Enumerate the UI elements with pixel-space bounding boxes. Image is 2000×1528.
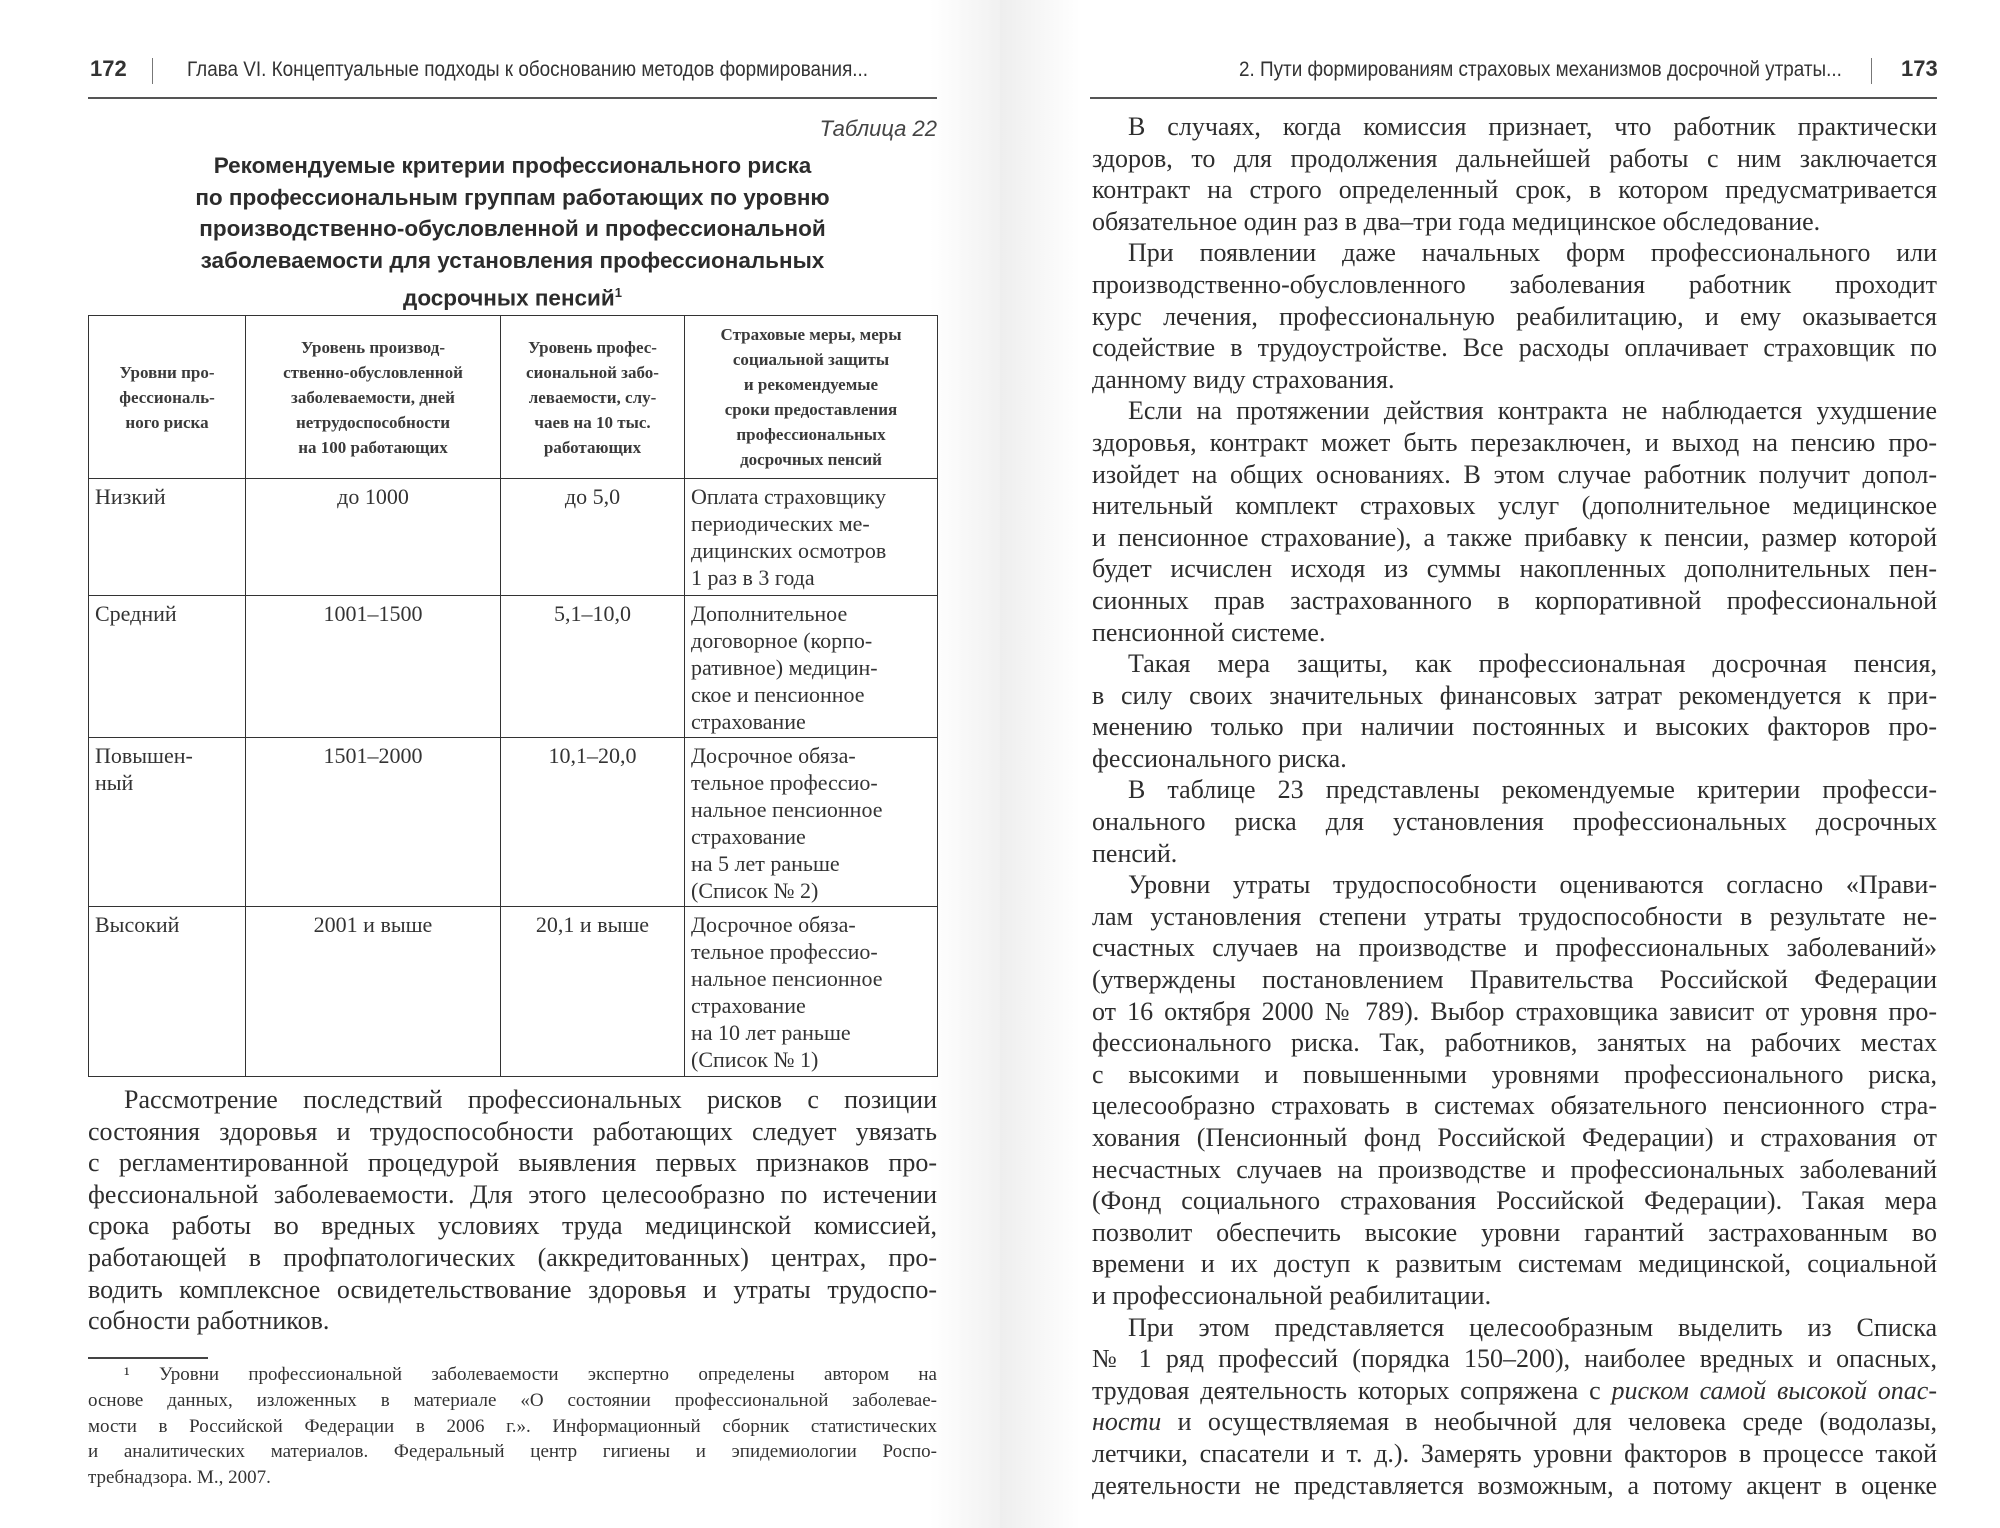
text-line: срока работы во вредных условиях труда медицинской комиссией, (88, 1211, 937, 1241)
text-line: фессиональной заболеваемости. Для этого целесообразно по истечении (88, 1179, 937, 1209)
table-title (88, 150, 937, 314)
paragraph (1092, 395, 1937, 648)
text-line: лам установления степени утраты трудоспособности в результате не- (1092, 901, 1937, 931)
text-line: фессионального риска. (1092, 743, 1347, 773)
footnote-rule (88, 1357, 208, 1359)
text-line: онального риска для установления профессиональных досрочных (1092, 807, 1937, 837)
text-line (1092, 1375, 1937, 1407)
right-page (1000, 0, 2000, 1528)
column-header: Уровни про- фессиональ- ного риска (89, 316, 246, 479)
paragraph (1092, 237, 1937, 395)
cell-disability-days: 1501–2000 (246, 738, 501, 907)
text-line (1092, 1406, 1937, 1438)
header-separator (1871, 58, 1872, 84)
italic-text: риском самой высокой опас- (1611, 1375, 1937, 1405)
cell-cases: 10,1–20,0 (501, 738, 685, 907)
column-header: Уровень профес- сиональной забо- леваемости, слу- чаев на 10 тыс. работающих (501, 316, 685, 479)
text-line: контракт на строго определенный срок, в котором предусматривается (1092, 175, 1937, 205)
text-line: изойдет на общих основаниях. В этом случае работник получит допол- (1092, 459, 1937, 489)
text-line: деятельности не представляется возможным, а потому акцент в оценке (1092, 1470, 1937, 1500)
text-line: производственно-обусловленного заболевания работник проходит (1092, 269, 1937, 299)
text-line: пенсионной системе. (1092, 617, 1326, 647)
text-line: водить комплексное освидетельствование здоровья и утраты трудоспо- (88, 1274, 937, 1304)
text-line: Если на протяжении действия контракта не наблюдается ухудшение (1128, 396, 1937, 426)
text-line: состояния здоровья и трудоспособности работающих следует увязать (88, 1116, 937, 1146)
cell-risk-level: Высокий (89, 907, 246, 1077)
text-line: с регламентированной процедурой выявления первых признаков про- (88, 1148, 937, 1178)
risk-criteria-table (88, 315, 938, 1077)
text-line: (Фонд социального страхования Российской Федерации). Такая мера (1092, 1186, 1937, 1216)
paragraph (1092, 1312, 1937, 1502)
text-line: работающей в профпатологических (аккредитованных) центрах, про- (88, 1242, 937, 1272)
text-line: Такая мера защиты, как профессиональная досрочная пенсия, (1128, 649, 1937, 679)
text-line: пенсий. (1092, 838, 1178, 868)
footnote-mark: 1 (614, 284, 622, 300)
text-line: Рассмотрение последствий профессиональных рисков с позиции (124, 1085, 937, 1114)
text-line: будет исчислен исходя из суммы накопленных дополнительных пен- (1092, 554, 1937, 584)
cell-cases: 20,1 и выше (501, 907, 685, 1077)
text-line: № 1 ряд профессий (порядка 150–200), наиболее вредных и опасных, (1092, 1344, 1937, 1374)
header-rule (1090, 97, 1937, 99)
cell-disability-days: 1001–1500 (246, 596, 501, 738)
paragraph (1092, 869, 1937, 1311)
page-number: 172 (90, 56, 127, 81)
text-line: При этом представляется целесообразным выделить из Списка (1128, 1312, 1937, 1342)
footnote (88, 1362, 937, 1491)
running-head: 2. Пути формированиям страховых механизмов досрочной утраты... (1239, 58, 1842, 81)
text-line: хования (Пенсионный фонд Российской Федерации) и страхования от (1092, 1123, 1937, 1152)
cell-measures: Оплата страховщику периодических ме- дицинских осмотров 1 раз в 3 года (685, 479, 938, 596)
cell-disability-days: 2001 и выше (246, 907, 501, 1077)
text-segment: и осуществляемая в необычной для человека среде (водолазы, (1161, 1407, 1937, 1437)
header-separator (152, 58, 153, 84)
header-rule (88, 97, 937, 99)
cell-cases: 5,1–10,0 (501, 596, 685, 738)
text-line: с высокими и повышенными уровнями профессионального риска, (1092, 1059, 1937, 1089)
text-line: Уровни утраты трудоспособности оцениваются согласно «Прави- (1128, 870, 1937, 900)
italic-text: ности (1092, 1407, 1162, 1437)
text-line: содействие в трудоустройстве. Все расходы оплачивает страховщик по (1092, 333, 1937, 363)
text-line: обязательное один раз в два–три года медицинское обследование. (1092, 206, 1821, 236)
table-row (89, 596, 938, 738)
text-line: мости в Российской Федерации в 2006 г.». Информационный сборник статистических (88, 1415, 937, 1437)
text-line: собности работников. (88, 1306, 330, 1336)
text-line: и пенсионное страхование), а также прибавку к пенсии, размер которой (1092, 522, 1937, 552)
text-segment: трудовая деятельность которых сопряжена с (1092, 1375, 1612, 1405)
body-text (88, 1084, 937, 1337)
text-line: счастных случаев на производстве и профессиональных заболеваний» (1092, 933, 1937, 963)
text-line: ¹ Уровни профессиональной заболеваемости экспертно определены автором на (124, 1364, 937, 1385)
cell-risk-level: Средний (89, 596, 246, 738)
cell-measures: Досрочное обяза- тельное профессио- нальное пенсионное страхование на 5 лет раньше (Список № 2) (685, 738, 938, 907)
paragraph (88, 1362, 937, 1491)
page-number: 173 (1901, 56, 1938, 81)
text-line: от 16 октября 2000 № 789). Выбор страховщика зависит от уровня про- (1092, 996, 1937, 1026)
text-line: В случаях, когда комиссия признает, что работник практически (1128, 112, 1937, 141)
cell-measures: Досрочное обяза- тельное профессио- нальное пенсионное страхование на 10 лет раньше (Список № 1) (685, 907, 938, 1077)
table-header-row (89, 316, 938, 479)
cell-cases: до 5,0 (501, 479, 685, 596)
paragraph (88, 1084, 937, 1337)
text-line: в силу своих значительных финансовых затрат рекомендуется к при- (1092, 680, 1937, 710)
text-line: В таблице 23 представлены рекомендуемые критерии професси- (1128, 775, 1937, 805)
cell-disability-days: до 1000 (246, 479, 501, 596)
table-label: Таблица 22 (819, 116, 937, 141)
cell-risk-level: Низкий (89, 479, 246, 596)
text-line: (утверждены постановлением Правительства Российской Федерации (1092, 965, 1937, 995)
cell-risk-level: Повышен- ный (89, 738, 246, 907)
text-line: здоров, то для продолжения дальнейшей работы с ним заключается (1092, 143, 1937, 173)
text-line: фессионального риска. Так, работников, занятых на рабочих местах (1092, 1028, 1937, 1058)
paragraph (1092, 111, 1937, 237)
text-line: менению только при наличии постоянных и высоких факторов про- (1092, 712, 1937, 742)
text-line: сионных прав застрахованного в корпоративной профессиональной (1092, 585, 1937, 615)
table-row (89, 479, 938, 596)
paragraph (1092, 648, 1937, 774)
text-line: и аналитических материалов. Федеральный центр гигиены и эпидемиологии Роспо- (88, 1441, 937, 1463)
paragraph (1092, 774, 1937, 869)
cell-measures: Дополнительное договорное (корпо- ративное) медицин- ское и пенсионное страхование (685, 596, 938, 738)
table-row (89, 907, 938, 1077)
text-line: основе данных, изложенных в материале «О состоянии профессиональной заболевае- (88, 1389, 937, 1411)
text-line: летчики, спасатели и т. д.). Замерять уровни факторов в процессе такой (1092, 1438, 1937, 1468)
column-header: Уровень производ- ственно-обусловленной заболеваемости, дней нетрудоспособности на 100 работающих (246, 316, 501, 479)
table-row (89, 738, 938, 907)
running-head: Глава VI. Концептуальные подходы к обоснованию методов формирования... (187, 58, 869, 81)
text-line: времени и их доступ к развитым системам медицинской, социальной (1092, 1249, 1937, 1279)
text-line: нительный комплект страховых услуг (дополнительное медицинское (1092, 491, 1937, 521)
body-text (1092, 111, 1937, 1501)
text-line: целесообразно страховать в системах обязательного пенсионного стра- (1092, 1091, 1937, 1121)
text-line: данному виду страхования. (1092, 364, 1395, 394)
table-title-text: Рекомендуемые критерии профессионального риска по профессиональным группам работающих по уровню производственно-обусловленной и профессиональной заболеваемости для установления профессиональных досрочных пенсий (195, 153, 830, 311)
column-header: Страховые меры, меры социальной защиты и рекомендуемые сроки предоставления профессиональных досрочных пенсий (685, 316, 938, 479)
text-line: При появлении даже начальных форм профессионального или (1128, 238, 1937, 268)
text-line: и профессиональной реабилитации. (1092, 1280, 1492, 1310)
text-line: курс лечения, профессиональную реабилитацию, и ему оказывается (1092, 301, 1937, 331)
text-line: позволит обеспечить высокие уровни гарантий застрахованным во (1092, 1217, 1937, 1247)
text-line: здоровья, контракт может быть перезаключен, и выход на пенсию про- (1092, 427, 1937, 457)
text-line: несчастных случаев на производстве и профессиональных заболеваний (1092, 1154, 1937, 1184)
text-line: требнадзора. М., 2007. (88, 1467, 271, 1489)
